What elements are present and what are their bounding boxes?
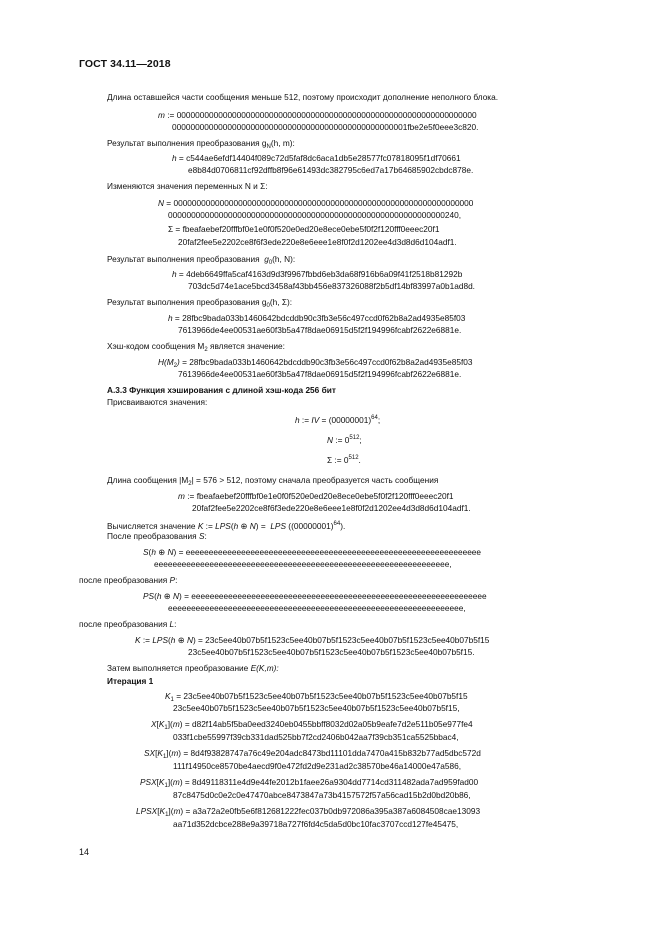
hash-code-label: Хэш-кодом сообщения $M_2$ является значение: (107, 341, 285, 353)
equation-m: m := 00000000000000000000000000000000000000000000000000000000000000000 (158, 110, 477, 120)
S-line1: S(h ⊕ N) = eeeeeeeeeeeeeeeeeeeeeeeeeeeeeeeeeeeeeeeeeeeeeeeeeeeeeeeeeeeeeeee (143, 547, 482, 557)
K-line2: 23c5ee40b07b5f1523c5ee40b07b5f1523c5ee40b07b5f1523c5ee40b07b5f15. (188, 647, 475, 657)
h-iv-eq: h := IV = $(00000001)^{64}$; (295, 415, 381, 425)
result-g0S-label: Результат выполнения преобразования $g_0(h$, Σ): (107, 297, 293, 309)
K1-line1: $K_1 = 23c5ee40b07b5f1523c5ee40b07b5f1523c5ee40b07b5f1523c5ee40b07b5f15$ (165, 691, 468, 703)
result-g0N-label: Результат выполнения преобразования $g_0(h$, N): (107, 254, 296, 266)
iteration-1-heading: Итерация 1 (107, 676, 154, 686)
N-line2: 000000000000000000000000000000000000000000000000000000000000240, (168, 210, 462, 220)
m2-line1: m := fbeafaebef20fffbf0e1e0f0f520e0ed20e8ece0ebe5f0f2f120fff0eeec20f1 (178, 491, 454, 501)
after-P-label: после преобразования P: (79, 575, 178, 585)
PSX-line2: 87c8475d0c0e2c0e47470abce8473847a73b4157572f57a56cad15b2d0bd20b86, (173, 790, 471, 800)
K-line1: K := LPS(h ⊕ N) = 23c5ee40b07b5f1523c5ee40b07b5f1523c5ee40b07b5f1523c5ee40b07b5f15 (135, 635, 490, 645)
PSX-line1: $PSX[K_1](m)$ = 8d49118311e4d9e44fe2012b1faee26a9304dd7714cd311482ada7ad959fad00 (140, 777, 479, 789)
then-E-label: Затем выполняется преобразование E(K,m): (107, 663, 279, 673)
var-m: m (158, 110, 165, 120)
section-heading-a33: А.3.3 Функция хэширования с длиной хэш-кода 256 бит (107, 385, 336, 395)
h1-line1: h = c544ae6efdf14404f089c72d5faf8dc6aca1db5e28577fc07818095f1df70661 (172, 153, 461, 163)
result-gN-label: Результат выполнения преобразования $g_N(h$, m): (107, 138, 295, 150)
vars-change-label: Изменяются значения переменных N и Σ: (107, 181, 268, 191)
document-header: ГОСТ 34.11—2018 (79, 58, 171, 70)
h2-line1: h = 4deb6649ffa5caf4163d9d3f9967fbbd6eb3da68f916b6a09f41f2518b81292b (172, 269, 463, 279)
H-line2: 7613966de4ee00531ae60f3b5a47f8dae06915d5f2f194996fcabf2622e6881e. (178, 369, 462, 379)
m-value-line1: 00000000000000000000000000000000000000000000000000000000000000000 (176, 110, 477, 120)
K1-line2: 23c5ee40b07b5f1523c5ee40b07b5f1523c5ee40b07b5f1523c5ee40b07b5f15, (173, 703, 460, 713)
S-line2: eeeeeeeeeeeeeeeeeeeeeeeeeeeeeeeeeeeeeeeeeeeeeeeeeeeeeeeeeeeeeeee, (154, 559, 452, 569)
P-line2: eeeeeeeeeeeeeeeeeeeeeeeeeeeeeeeeeeeeeeeeeeeeeeeeeeeeeeeeeeeeeeee, (168, 603, 466, 613)
X-line2: 033f1cbe55997f39cb331dad525bb7f2cd2406b042aa7f39cb351ca5525bbac4, (173, 732, 459, 742)
sigma-line2: 20faf2fee5e2202ce8f6f3ede220e8e6eee1e8f0f2d1202ee4d3d8d6d104adf1. (178, 237, 457, 247)
P-line1: PS(h ⊕ N) = eeeeeeeeeeeeeeeeeeeeeeeeeeeeeeeeeeeeeeeeeeeeeeeeeeeeeeeeeeeeeeee (143, 591, 487, 601)
m2-line2: 20faf2fee5e2202ce8f6f3ede220e8e6eee1e8f0f2d1202ee4d3d8d6d104adf1. (192, 503, 471, 513)
m-value-line2: 000000000000000000000000000000000000000000000000001fbe2e5f0eee3c820. (172, 122, 479, 132)
H-line1: $H(M_2)$ = 28fbc9bada033b1460642bdcddb90c3fb3e56c497ccd0f62b8a2ad4935e85f03 (158, 357, 473, 369)
message-length-label: Длина сообщения $|M_2| = 576 > 512$, поэтому сначала преобразуется часть сообщения (107, 475, 439, 487)
h1-line2: e8b84d0706811cf92dffb8f96e61493dc382795c6ed7a17b64685902cbdc878e. (188, 165, 474, 175)
page-number: 14 (79, 847, 90, 857)
h3-line1: h = 28fbc9bada033b1460642bdcddb90c3fb3e56c497ccd0f62b8a2ad4935e85f03 (168, 313, 466, 323)
SX-line2: 111f14950ce8570be4aecd9f0e472fd2d9e231ad2c38570be46a14000e47a586, (173, 761, 462, 771)
X-line1: $X[K_1](m)$ = d82f14ab5f5ba0eed3240eb0455bbff8032d02a05b9eafe7d2e511b05e977fe4 (151, 719, 473, 731)
h3-line2: 7613966de4ee00531ae60f3b5a47f8dae06915d5f2f194996fcabf2622e6881e. (178, 325, 462, 335)
k-compute-label: Вычисляется значение K := LPS(h ⊕ N) = LPS $((00000001)^{64})$. (107, 521, 346, 531)
assign-label: Присваиваются значения: (107, 397, 208, 407)
SX-line1: $SX[K_1](m) = 8d4f93828747a76c49e204adc8473bd11101dda7470a415b832b77ad5dbc572d$ (144, 748, 481, 760)
after-S-label: После преобразования S: (107, 531, 207, 541)
N-init-eq: N := $0^{512}$; (327, 435, 362, 445)
after-L-label: после преобразования L: (79, 619, 177, 629)
LPSX-line1: $LPSX[K_1](m) = a3a72a2e0fb5e6f812681222fec037b0db972086a395a387a6084508cae13093$ (136, 806, 481, 818)
sigma-init-eq: Σ := $0^{512}$. (327, 455, 361, 465)
N-line1: N = 00000000000000000000000000000000000000000000000000000000000000000 (158, 198, 474, 208)
h2-line2: 703dc5d74e1ace5bcd3458af43bb456e837326088f2b5df14bf83997a0b1ad8d. (188, 281, 475, 291)
paragraph-padding: Длина оставшейся части сообщения меньше 512, поэтому происходит дополнение неполного блока. (107, 92, 499, 102)
sigma-line1: Σ = fbeafaebef20fffbf0e1e0f0f520e0ed20e8ece0ebe5f0f2f120fff0eeec20f1 (168, 224, 440, 234)
LPSX-line2: aa71d352dcbce288e9a39718a727f6fd4c5da5d0bc10fac3707ccd127fe45475, (173, 819, 459, 829)
